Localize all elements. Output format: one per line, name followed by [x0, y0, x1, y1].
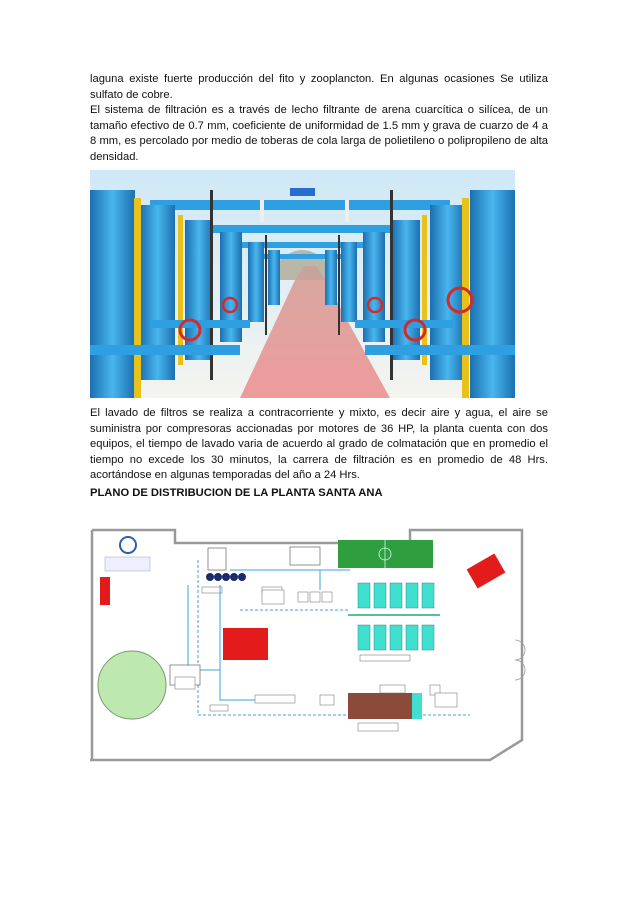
paragraph-filtration: El sistema de filtración es a través de lecho filtrante de arena cuarcítica o silícea, de un tamaño efectivo de 0.7 mm, coeficiente de uniformidad de 1.5 mm y grava de cuarzo de 4 a 8 mm, es percolado por medio de toberas de cola larga de polietileno o polipropileno de alta densidad.	[90, 104, 548, 163]
filtration-gallery-photo	[90, 170, 515, 398]
section-heading: PLANO DE DISTRIBUCION DE LA PLANTA SANTA ANA	[90, 487, 383, 499]
plant-layout-plan	[90, 515, 527, 773]
paragraph-backwash: El lavado de filtros se realiza a contracorriente y mixto, es decir aire y agua, el aire se suministra por compresoras accionadas por motores de 36 HP, la planta cuenta con dos equipos, el tiempo de lavado varia de acuerdo al grado de colmatación que en promedio el tiempo no excede los 30 minutos, la carrera de filtración es en promedio de 48 Hrs. acortándose en algunas temporadas del año a 24 Hrs.	[90, 407, 548, 482]
paragraph-intro: laguna existe fuerte producción del fito y zooplancton. En algunas ocasiones Se utiliza sulfato de cobre.	[90, 73, 548, 101]
